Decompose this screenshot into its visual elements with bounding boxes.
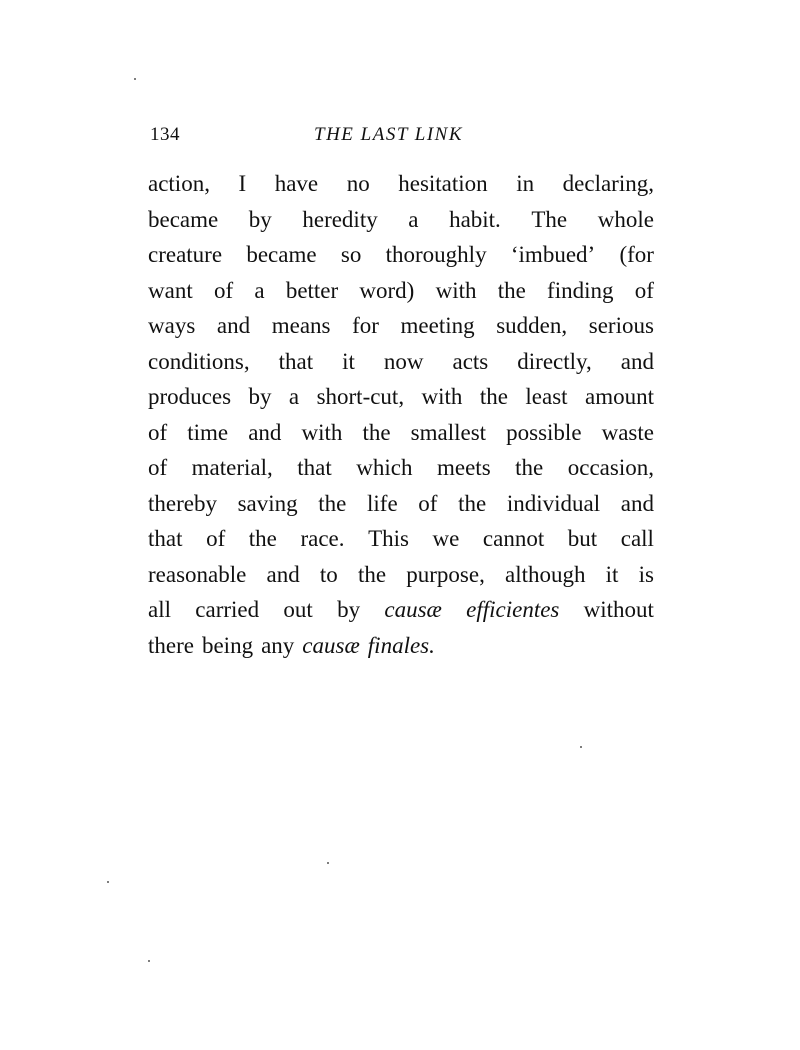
- word: acts: [452, 348, 489, 374]
- word: reasonable: [148, 561, 247, 587]
- word: race.: [300, 526, 345, 551]
- word: without: [583, 597, 654, 622]
- scan-speck: [134, 78, 136, 80]
- word: ways: [148, 313, 196, 338]
- running-title: THE LAST LINK: [314, 124, 464, 145]
- word: a: [254, 277, 265, 303]
- word: the: [497, 277, 526, 303]
- word: the: [458, 490, 487, 516]
- word: finales.: [367, 632, 435, 658]
- word: in: [516, 171, 535, 196]
- word: directly,: [517, 348, 592, 374]
- word: life: [367, 490, 398, 516]
- word: (for: [619, 242, 654, 267]
- word: action,: [148, 171, 210, 196]
- word: being: [201, 632, 254, 658]
- word: saving: [237, 490, 298, 516]
- page-number: 134: [150, 124, 180, 145]
- word: is: [638, 561, 654, 587]
- word: and: [248, 419, 282, 445]
- word: I: [238, 171, 247, 196]
- word: better: [285, 277, 339, 303]
- word: and: [620, 490, 654, 516]
- word: that: [148, 526, 183, 551]
- word: This: [368, 526, 409, 551]
- word: cannot: [482, 526, 545, 551]
- word: a: [288, 384, 300, 409]
- word: of: [634, 277, 654, 303]
- word: all: [148, 597, 171, 622]
- scan-speck: [148, 960, 150, 962]
- word: out: [283, 597, 313, 622]
- word: declaring,: [562, 171, 654, 196]
- word: no: [346, 171, 370, 196]
- text-line: [148, 344, 654, 380]
- word: the: [248, 526, 277, 551]
- page-header: [150, 124, 650, 154]
- word: there: [148, 632, 194, 658]
- word: smallest: [410, 419, 487, 445]
- word: of: [148, 455, 168, 480]
- word: which: [356, 455, 413, 480]
- text-line: [148, 379, 654, 415]
- word: call: [620, 526, 654, 551]
- word: amount: [584, 384, 654, 409]
- word: habit.: [449, 206, 501, 232]
- text-line: [148, 308, 654, 344]
- word: now: [383, 348, 424, 374]
- word: material,: [191, 455, 273, 480]
- scan-speck: [327, 862, 329, 864]
- word: finding: [547, 277, 614, 303]
- word: we: [432, 526, 460, 551]
- word: became: [246, 242, 317, 267]
- word: but: [567, 526, 598, 551]
- word: least: [525, 384, 568, 409]
- word: any: [261, 632, 295, 658]
- word: it: [342, 348, 355, 374]
- word: and: [216, 313, 251, 338]
- scan-speck: [107, 881, 109, 883]
- word: became: [148, 206, 219, 232]
- word: short-cut,: [316, 384, 405, 409]
- word: meeting: [400, 313, 475, 338]
- word: with: [301, 419, 343, 445]
- word: have: [274, 171, 319, 196]
- word: thereby: [148, 490, 217, 516]
- word: with: [421, 384, 463, 409]
- word: that: [297, 455, 332, 480]
- word: although: [505, 561, 586, 587]
- word: serious: [588, 313, 654, 338]
- text-line: [148, 166, 654, 202]
- scan-speck: [580, 746, 582, 748]
- word: the: [479, 384, 508, 409]
- word: ‘imbued’: [510, 242, 596, 267]
- word: want: [148, 277, 193, 303]
- text-line: [148, 450, 654, 486]
- word: that: [278, 348, 314, 374]
- word: possible: [506, 419, 582, 445]
- text-line: [148, 521, 654, 557]
- word: the: [362, 419, 391, 445]
- word: meets: [437, 455, 491, 480]
- word: whole: [597, 206, 654, 232]
- word: by: [248, 206, 272, 232]
- word: individual: [506, 490, 601, 516]
- word: waste: [601, 419, 654, 445]
- word: word): [359, 277, 415, 303]
- word: thoroughly: [385, 242, 487, 267]
- word: purpose,: [406, 561, 485, 587]
- word: creature: [148, 242, 223, 267]
- word: The: [531, 206, 568, 232]
- word: of: [418, 490, 438, 516]
- text-line: [148, 202, 654, 238]
- text-line: [148, 592, 654, 628]
- word: by: [337, 597, 361, 622]
- word: hesitation: [398, 171, 488, 196]
- word: so: [340, 242, 362, 267]
- word: means: [271, 313, 331, 338]
- word: of: [148, 419, 168, 445]
- word: with: [435, 277, 477, 303]
- word: to: [319, 561, 338, 587]
- word: it: [605, 561, 619, 587]
- word: of: [206, 526, 226, 551]
- word: causæ: [384, 597, 442, 622]
- text-line: [148, 628, 654, 664]
- word: and: [620, 348, 654, 374]
- text-line: [148, 486, 654, 522]
- word: the: [318, 490, 347, 516]
- word: carried: [195, 597, 260, 622]
- text-line: [148, 557, 654, 593]
- word: produces: [148, 384, 232, 409]
- text-line: [148, 415, 654, 451]
- text-line: [148, 237, 654, 273]
- word: sudden,: [496, 313, 568, 338]
- word: efficientes: [466, 597, 560, 622]
- body-paragraph: [148, 166, 654, 663]
- word: for: [352, 313, 379, 338]
- word: causæ: [302, 632, 360, 658]
- word: by: [248, 384, 272, 409]
- word: of: [213, 277, 234, 303]
- word: and: [266, 561, 300, 587]
- text-line: [148, 273, 654, 309]
- word: conditions,: [148, 348, 250, 374]
- word: the: [515, 455, 544, 480]
- word: the: [357, 561, 387, 587]
- word: a: [408, 206, 419, 232]
- word: heredity: [302, 206, 378, 232]
- word: time: [187, 419, 229, 445]
- word: occasion,: [567, 455, 654, 480]
